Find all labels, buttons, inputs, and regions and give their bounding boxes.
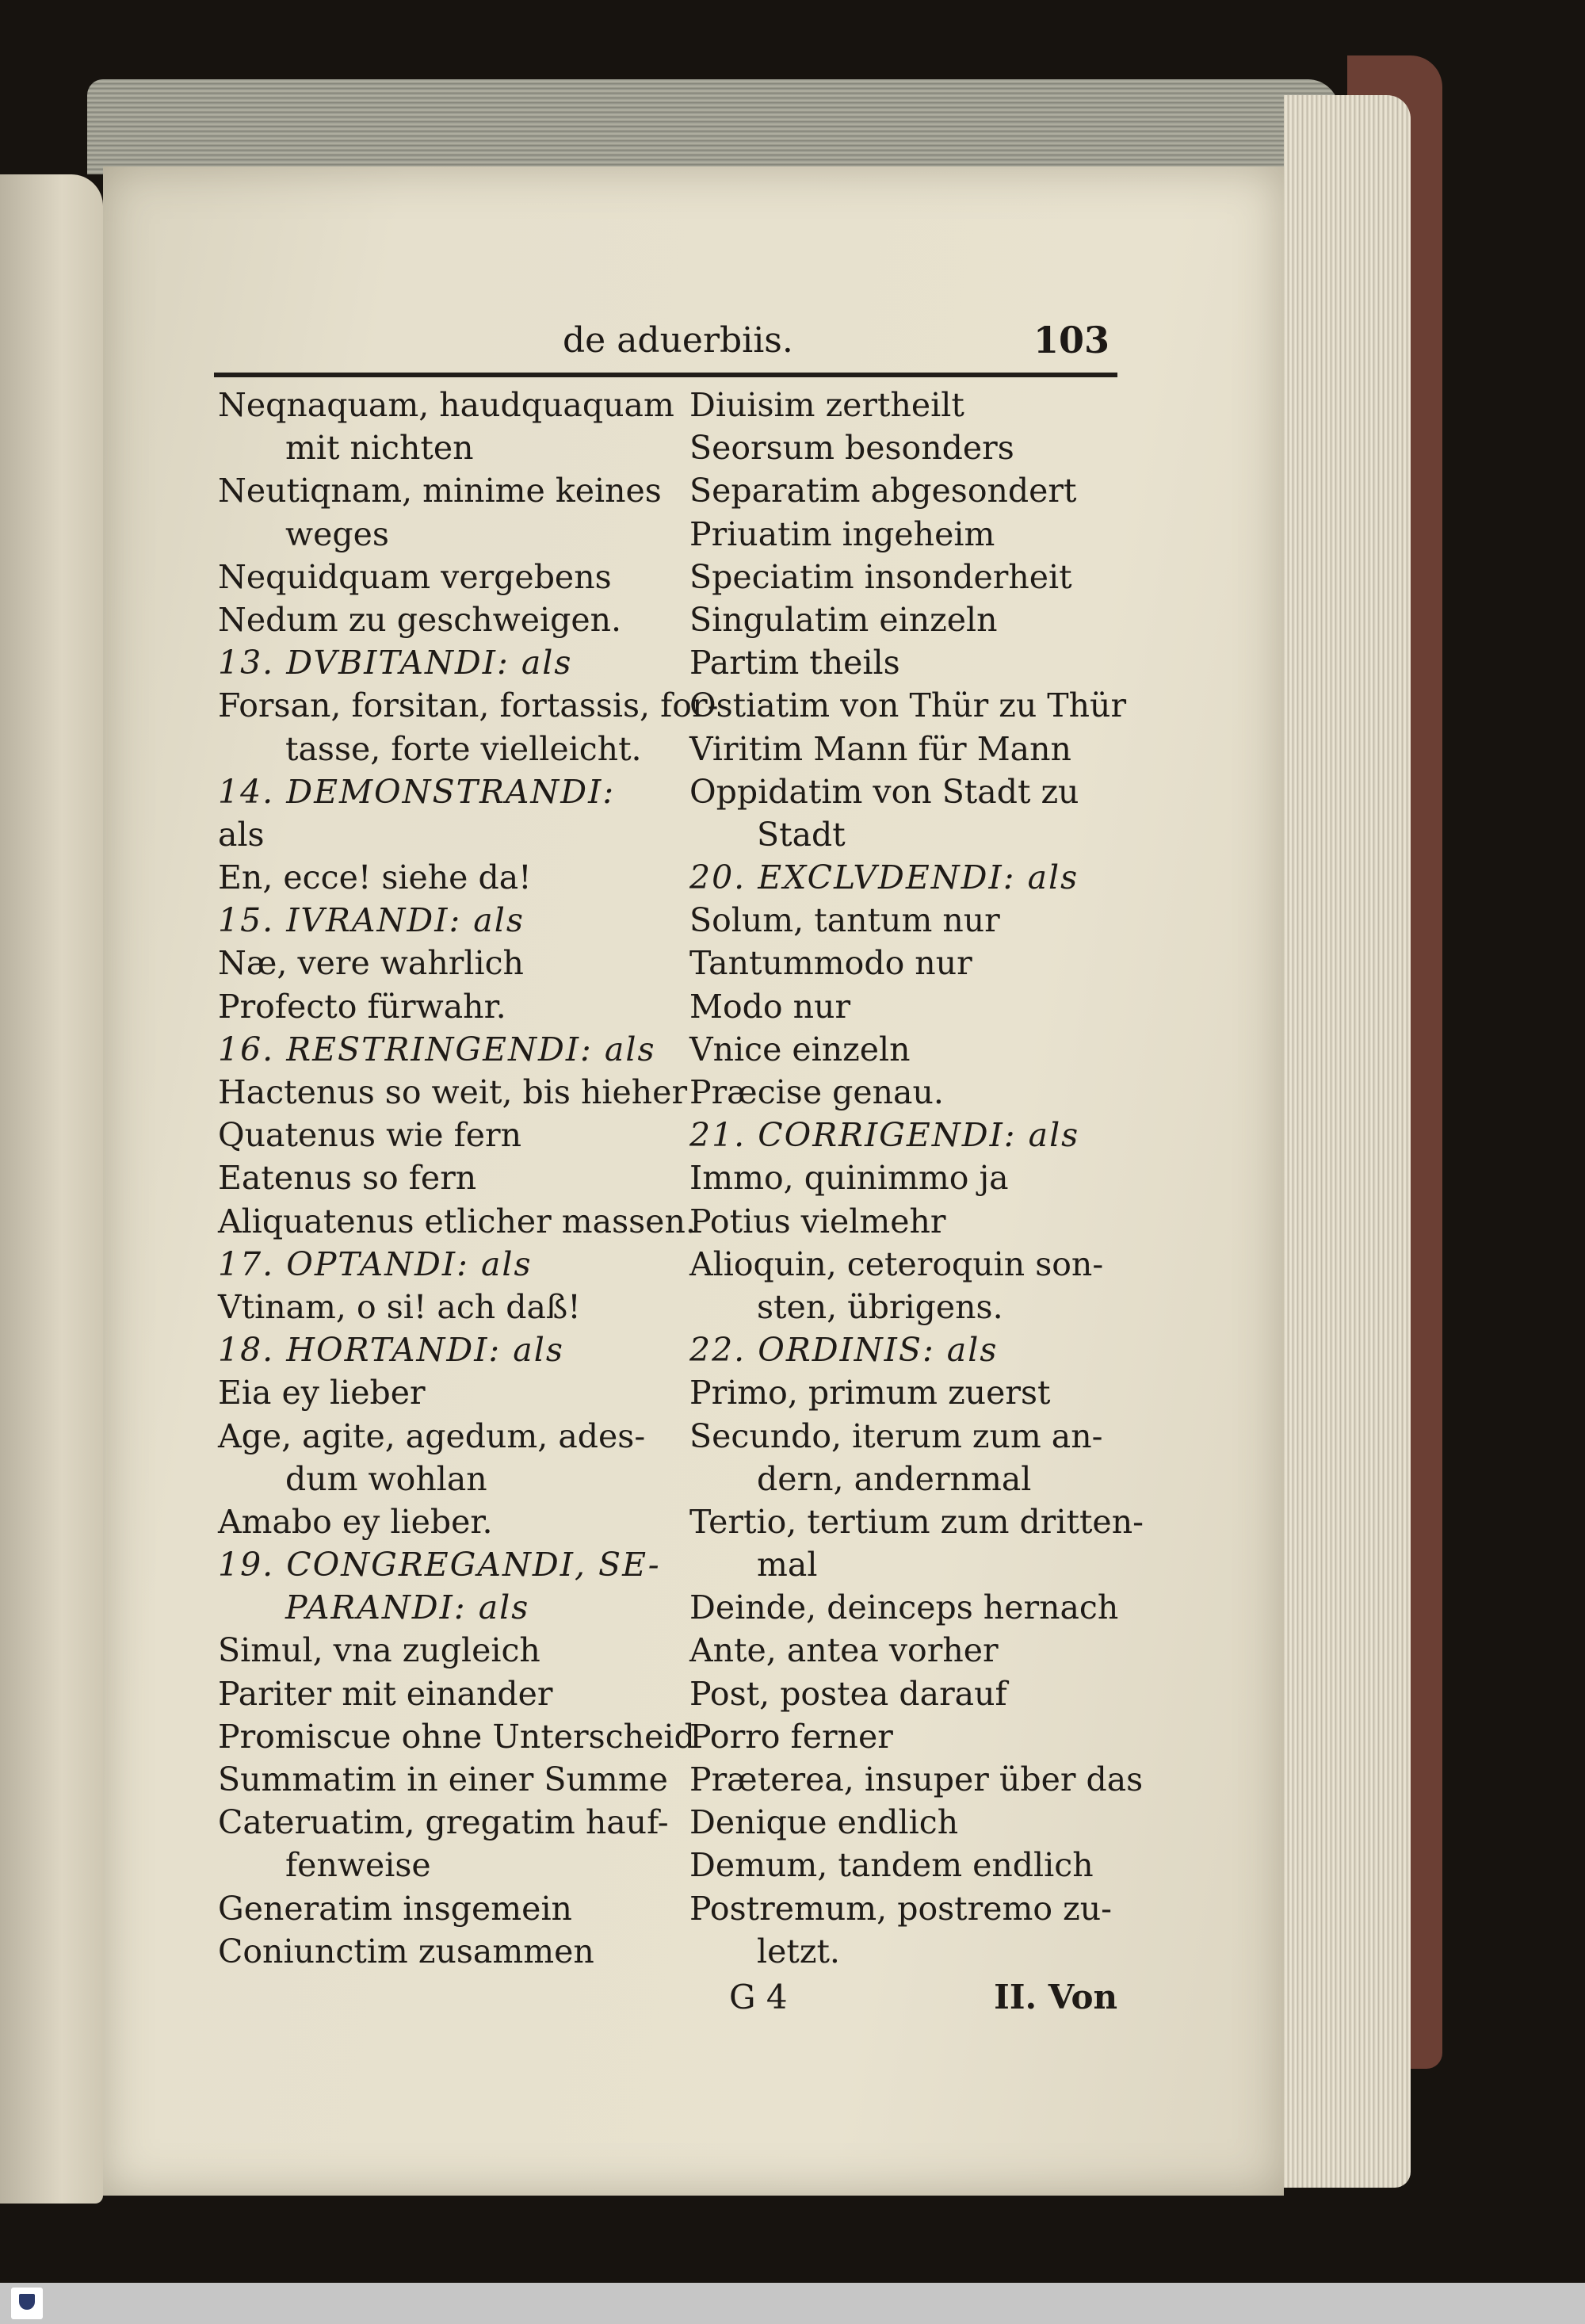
text-line: Nedum zu geschweigen. xyxy=(218,600,622,639)
section-heading-line: 19. CONGREGANDI, SE- xyxy=(218,1546,661,1584)
page-number: 103 xyxy=(1033,319,1110,361)
text-line: Tantummodo nur xyxy=(689,944,972,983)
text-line: Speciatim insonderheit xyxy=(689,557,1072,596)
text-line: Alioquin, ceteroquin son- xyxy=(689,1244,1104,1283)
text-line: Modo nur xyxy=(689,987,851,1026)
text-line: Ostiatim von Thür zu Thür xyxy=(689,686,1127,725)
text-line: Præcise genau. xyxy=(689,1073,944,1111)
text-line: Neqnaquam, haudquaquam xyxy=(218,386,674,424)
book-page-edges-right xyxy=(1284,95,1411,2188)
text-line: Vnice einzeln xyxy=(689,1030,911,1068)
section-heading-line: 18. HORTANDI: als xyxy=(218,1331,564,1370)
text-line: Forsan, forsitan, fortassis, for- xyxy=(218,686,719,725)
running-header xyxy=(214,317,1117,377)
text-line: als xyxy=(218,815,265,854)
text-line: Simul, vna zugleich xyxy=(218,1631,540,1670)
text-line: Separatim abgesondert xyxy=(689,472,1077,510)
text-line: Secundo, iterum zum an- xyxy=(689,1416,1103,1455)
section-heading-line: 22. ORDINIS: als xyxy=(689,1331,999,1370)
text-line: Vtinam, o si! ach daß! xyxy=(218,1287,581,1326)
text-line: Partim theils xyxy=(689,644,900,682)
catchword: II. Von xyxy=(994,1978,1117,2016)
text-line: Næ, vere wahrlich xyxy=(218,944,524,983)
text-line: Tertio, tertium zum dritten- xyxy=(689,1502,1144,1541)
book-page-edges-top xyxy=(87,79,1339,174)
text-line: Pariter mit einander xyxy=(218,1674,553,1713)
text-line: Singulatim einzeln xyxy=(689,600,998,639)
text-line: Profecto fürwahr. xyxy=(218,987,506,1026)
right-text-column xyxy=(689,384,1144,1973)
text-line: Nequidquam vergebens xyxy=(218,557,612,596)
text-line: Demum, tandem endlich xyxy=(689,1846,1094,1885)
text-line: Porro ferner xyxy=(689,1717,893,1756)
section-heading-line: 16. RESTRINGENDI: als xyxy=(218,1030,656,1068)
text-line: Eatenus so fern xyxy=(218,1159,477,1198)
text-line: weges xyxy=(285,514,389,553)
section-heading-line: 17. OPTANDI: als xyxy=(218,1244,533,1283)
text-line: Diuisim zertheilt xyxy=(689,386,964,424)
text-line: Ante, antea vorher xyxy=(689,1631,999,1670)
text-line: mal xyxy=(757,1546,818,1584)
text-line: Postremum, postremo zu- xyxy=(689,1889,1112,1928)
section-heading-line: 14. DEMONSTRANDI: xyxy=(218,772,616,811)
viewer-bottom-bar xyxy=(0,2283,1585,2324)
facing-page-edge xyxy=(0,174,103,2204)
text-line: Promiscue ohne Unterscheid xyxy=(218,1717,695,1756)
running-title: de aduerbiis. xyxy=(563,320,793,361)
text-line: tasse, forte vielleicht. xyxy=(285,729,642,768)
text-line: Oppidatim von Stadt zu xyxy=(689,772,1079,811)
text-line: Viritim Mann für Mann xyxy=(689,729,1071,768)
text-line: Post, postea darauf xyxy=(689,1674,1007,1713)
text-line: Stadt xyxy=(757,815,846,854)
text-line: Coniunctim zusammen xyxy=(218,1932,594,1970)
section-heading-line: 15. IVRANDI: als xyxy=(218,901,525,940)
left-text-column xyxy=(218,384,719,1973)
library-logo xyxy=(11,2288,43,2319)
text-line: Eia ey lieber xyxy=(218,1374,426,1412)
text-line: Hactenus so weit, bis hieher xyxy=(218,1073,688,1111)
text-line: Amabo ey lieber. xyxy=(218,1502,493,1541)
page-footer xyxy=(689,1978,1117,2025)
library-logo-icon xyxy=(19,2294,35,2310)
text-line: sten, übrigens. xyxy=(757,1287,1003,1326)
text-line: Aliquatenus etlicher massen. xyxy=(218,1202,696,1240)
text-line: Age, agite, agedum, ades- xyxy=(218,1416,646,1455)
section-heading-line: 13. DVBITANDI: als xyxy=(218,644,573,682)
text-line: Deinde, deinceps hernach xyxy=(689,1588,1119,1627)
text-line: Præterea, insuper über das xyxy=(689,1760,1144,1798)
section-heading-line: 21. CORRIGENDI: als xyxy=(689,1116,1080,1155)
text-line: Solum, tantum nur xyxy=(689,901,1000,940)
text-line: Generatim insgemein xyxy=(218,1889,572,1928)
text-line: Cateruatim, gregatim hauf- xyxy=(218,1803,669,1842)
section-heading-line: PARANDI: als xyxy=(285,1588,530,1627)
text-line: Neutiqnam, minime keines xyxy=(218,472,662,510)
text-line: letzt. xyxy=(757,1932,840,1970)
text-line: Denique endlich xyxy=(689,1803,959,1842)
section-heading-line: 20. EXCLVDENDI: als xyxy=(689,858,1079,897)
text-line: mit nichten xyxy=(285,429,474,468)
text-line: fenweise xyxy=(285,1846,431,1885)
text-line: Priuatim ingeheim xyxy=(689,514,995,553)
text-line: Quatenus wie fern xyxy=(218,1116,522,1155)
text-line: Summatim in einer Summe xyxy=(218,1760,668,1798)
signature-mark: G 4 xyxy=(729,1978,788,2016)
text-line: Immo, quinimmo ja xyxy=(689,1159,1009,1198)
text-line: Potius vielmehr xyxy=(689,1202,946,1240)
text-line: Primo, primum zuerst xyxy=(689,1374,1051,1412)
text-line: dum wohlan xyxy=(285,1459,487,1498)
text-line: Seorsum besonders xyxy=(689,429,1014,468)
text-line: dern, andernmal xyxy=(757,1459,1032,1498)
text-line: En, ecce! siehe da! xyxy=(218,858,532,897)
